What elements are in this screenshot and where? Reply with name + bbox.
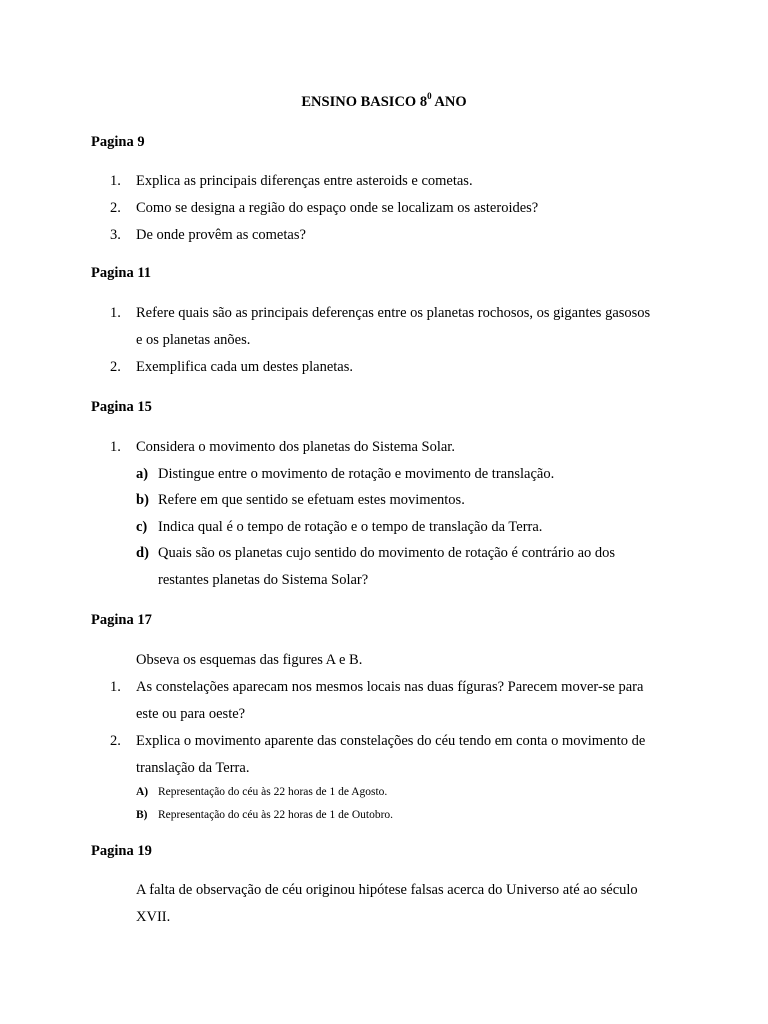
sub-question-text: Distingue entre o movimento de rotação e movimento de translação. — [158, 466, 555, 482]
paragraph-text-continued: XVII. — [136, 909, 171, 925]
section-heading-pagina-15: Pagina 15 — [91, 399, 152, 415]
list-number: 2. — [110, 733, 121, 749]
question-text: As constelações aparecam nos mesmos locais nas duas fíguras? Parecem mover-se para — [136, 679, 644, 695]
question-text: Refere quais são as principais deferenças entre os planetas rochosos, os gigantes gasosos — [136, 305, 651, 321]
question-text-continued: translação da Terra. — [136, 760, 250, 776]
sub-question-text: Refere em que sentido se efetuam estes movimentos. — [158, 492, 465, 508]
list-number: 2. — [110, 359, 121, 375]
title-main: ENSINO BASICO 8 — [301, 94, 428, 110]
note-letter: A) — [136, 786, 149, 798]
sub-letter: a) — [136, 466, 149, 482]
sub-question-text: Quais são os planetas cujo sentido do movimento de rotação é contrário ao dos — [158, 545, 616, 561]
question-text: Considera o movimento dos planetas do Sistema Solar. — [136, 439, 455, 455]
list-number: 3. — [110, 227, 121, 243]
document-title — [0, 93, 768, 111]
question-text: De onde provêm as cometas? — [136, 227, 306, 243]
sub-letter: b) — [136, 492, 149, 508]
sub-question-text: Indica qual é o tempo de rotação e o tempo de translação da Terra. — [158, 519, 543, 535]
sub-letter: d) — [136, 545, 149, 561]
list-number: 1. — [110, 679, 121, 695]
question-text: Exemplifica cada um destes planetas. — [136, 359, 354, 375]
note-letter: B) — [136, 809, 148, 821]
list-number: 1. — [110, 173, 121, 189]
section-heading-pagina-9: Pagina 9 — [91, 134, 145, 150]
sub-letter: c) — [136, 519, 148, 535]
question-text: Explica as principais diferenças entre asteroids e cometas. — [136, 173, 473, 189]
list-number: 1. — [110, 439, 121, 455]
question-text: Como se designa a região do espaço onde se localizam os asteroides? — [136, 200, 539, 216]
sub-question-text-continued: restantes planetas do Sistema Solar? — [158, 572, 369, 588]
paragraph-text: A falta de observação de céu originou hipótese falsas acerca do Universo até ao século — [136, 882, 638, 898]
note-text: Representação do céu às 22 horas de 1 de Agosto. — [158, 786, 388, 798]
section-heading-pagina-11: Pagina 11 — [91, 265, 152, 281]
section-intro-text: Obseva os esquemas das figures A e B. — [136, 652, 363, 668]
section-heading-pagina-19: Pagina 19 — [91, 843, 152, 859]
question-text-continued: este ou para oeste? — [136, 706, 246, 722]
list-number: 1. — [110, 305, 121, 321]
title-superscript: 0 — [427, 91, 432, 102]
question-text-continued: e os planetas anões. — [136, 332, 251, 348]
title-suffix: ANO — [431, 94, 467, 110]
section-heading-pagina-17: Pagina 17 — [91, 612, 152, 628]
question-text: Explica o movimento aparente das constelações do céu tendo em conta o movimento de — [136, 733, 646, 749]
note-text: Representação do céu às 22 horas de 1 de Outobro. — [158, 809, 394, 821]
list-number: 2. — [110, 200, 121, 216]
